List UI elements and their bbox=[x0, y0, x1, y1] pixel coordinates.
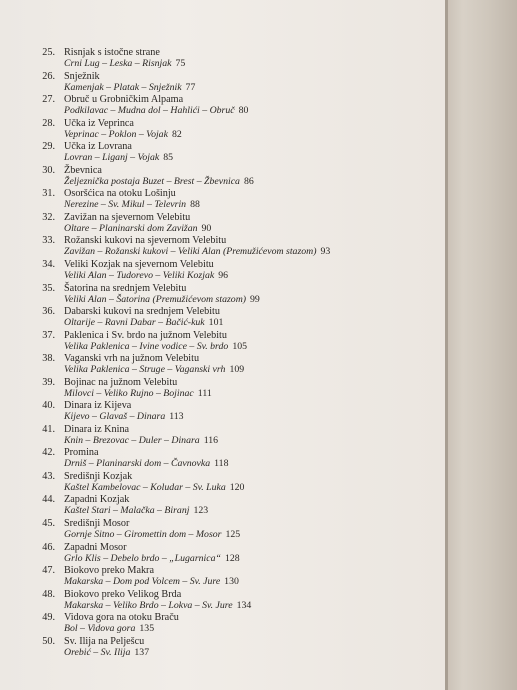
entry-title: Šatorina na srednjem Velebitu bbox=[64, 282, 187, 294]
entry-title: Vidova gora na otoku Braču bbox=[64, 612, 179, 624]
entry-title: Bojinac na južnom Velebitu bbox=[64, 376, 178, 388]
entry-title: Dinara iz Knina bbox=[64, 423, 130, 435]
toc-entry bbox=[0, 47, 445, 71]
toc-entry bbox=[0, 518, 445, 542]
entry-title: Paklenica i Sv. brdo na južnom Velebitu bbox=[64, 329, 227, 341]
entry-page-number: 130 bbox=[224, 576, 239, 588]
entry-title: Zavižan na sjevernom Velebitu bbox=[64, 211, 191, 223]
entry-route bbox=[64, 223, 211, 235]
entry-page-number: 90 bbox=[201, 222, 212, 234]
toc-entry bbox=[0, 542, 445, 566]
entry-route-text: Veliki Alan – Tudorevo – Veliki Kozjak bbox=[64, 269, 215, 281]
entry-title: Risnjak s istočne strane bbox=[64, 47, 160, 58]
toc-entry bbox=[0, 494, 445, 518]
entry-route-text: Veliki Alan – Šatorina (Premužićevom stazom) bbox=[64, 293, 247, 305]
entry-page-number: 93 bbox=[320, 246, 331, 258]
entry-route bbox=[64, 529, 240, 541]
entry-number: 42. bbox=[42, 447, 55, 459]
entry-route-text: Grlo Klis – Debelo brdo – „Lugarnica“ bbox=[64, 552, 221, 564]
toc-entry bbox=[0, 471, 445, 495]
entry-title: Vaganski vrh na južnom Velebitu bbox=[64, 353, 200, 365]
entry-page-number: 128 bbox=[224, 552, 240, 564]
entry-page-number: 111 bbox=[197, 387, 212, 399]
entry-page-number: 113 bbox=[169, 411, 184, 423]
entry-route bbox=[64, 152, 173, 164]
entry-number: 38. bbox=[42, 353, 55, 365]
entry-page-number: 96 bbox=[218, 269, 228, 281]
entry-route bbox=[64, 435, 218, 447]
entry-route bbox=[64, 623, 154, 635]
entry-route bbox=[64, 270, 228, 282]
entry-number: 36. bbox=[42, 306, 55, 318]
toc-entry bbox=[0, 306, 445, 330]
entry-route bbox=[64, 176, 254, 188]
entry-route bbox=[64, 411, 184, 423]
entry-number: 41. bbox=[42, 423, 55, 435]
toc-entry bbox=[0, 612, 445, 636]
entry-route bbox=[64, 458, 228, 470]
entry-title: Središnji Kozjak bbox=[64, 470, 133, 482]
entry-title: Žbevnica bbox=[64, 164, 102, 176]
entry-title: Snježnik bbox=[64, 70, 100, 82]
entry-route bbox=[64, 600, 251, 612]
entry-page-number: 105 bbox=[232, 340, 248, 352]
entry-number: 39. bbox=[42, 376, 55, 388]
toc-entry bbox=[0, 400, 445, 424]
entry-route-text: Kamenjak – Platak – Snježnik bbox=[64, 81, 182, 93]
toc-entry bbox=[0, 165, 445, 189]
toc-entry bbox=[0, 71, 445, 95]
entry-number: 34. bbox=[42, 258, 55, 270]
entry-page-number: 135 bbox=[139, 623, 155, 635]
entry-route bbox=[64, 129, 182, 141]
entry-page-number: 85 bbox=[163, 152, 174, 164]
entry-route-text: Drniš – Planinarski dom – Čavnovka bbox=[64, 458, 211, 470]
entry-route-text: Kaštel Stari – Malačka – Biranj bbox=[64, 505, 190, 517]
entry-page-number: 137 bbox=[134, 646, 150, 658]
entry-route-text: Gornje Sitno – Giromettin dom – Mosor bbox=[64, 529, 222, 540]
entry-page-number: 99 bbox=[250, 293, 260, 305]
page-edge-shadow bbox=[445, 0, 517, 690]
toc-entry bbox=[0, 94, 445, 118]
entry-route bbox=[64, 317, 223, 329]
toc-entry bbox=[0, 235, 445, 259]
entry-number: 45. bbox=[42, 518, 55, 529]
entry-number: 46. bbox=[42, 541, 55, 553]
toc-entry bbox=[0, 330, 445, 354]
entry-page-number: 77 bbox=[185, 81, 196, 93]
entry-page-number: 120 bbox=[229, 481, 245, 493]
toc-entry bbox=[0, 188, 445, 212]
toc-entry bbox=[0, 118, 445, 142]
entry-number: 33. bbox=[42, 235, 55, 247]
entry-page-number: 134 bbox=[236, 599, 252, 611]
entry-route-text: Oltare – Planinarski dom Zavižan bbox=[64, 222, 198, 234]
entry-page-number: 82 bbox=[171, 128, 182, 140]
entry-number: 35. bbox=[42, 282, 55, 294]
entry-route-text: Oltarije – Ravni Dabar – Bačić-kuk bbox=[64, 317, 205, 329]
entry-page-number: 86 bbox=[243, 175, 254, 187]
entry-route bbox=[64, 341, 247, 353]
entry-route-text: Podkilavac – Mudna dol – Hahlići – Obruč bbox=[64, 105, 235, 117]
entry-route bbox=[64, 246, 330, 258]
entry-page-number: 123 bbox=[193, 505, 209, 517]
entry-number: 44. bbox=[42, 494, 55, 506]
entry-page-number: 75 bbox=[175, 58, 186, 69]
entry-number: 31. bbox=[42, 188, 55, 200]
entry-page-number: 118 bbox=[214, 458, 229, 470]
entry-number: 43. bbox=[42, 470, 55, 482]
entry-title: Učka iz Lovrana bbox=[64, 141, 132, 153]
entry-title: Osoršćica na otoku Lošinju bbox=[64, 188, 176, 200]
entry-page-number: 80 bbox=[238, 105, 249, 117]
entry-route-text: Bol – Vidova gora bbox=[64, 623, 136, 635]
entry-route-text: Orebić – Sv. Ilija bbox=[64, 646, 131, 658]
entry-route-text: Makarska – Veliko Brdo – Lokva – Sv. Jure bbox=[64, 599, 233, 611]
entry-route bbox=[64, 647, 149, 659]
entry-route-text: Veprinac – Poklon – Vojak bbox=[64, 128, 168, 140]
entry-title: Biokovo preko Makra bbox=[64, 565, 154, 577]
entry-route bbox=[64, 388, 212, 400]
toc-entry bbox=[0, 259, 445, 283]
entry-route bbox=[64, 364, 244, 376]
entry-route-text: Knin – Brezovac – Duler – Dinara bbox=[64, 434, 200, 446]
toc-entry bbox=[0, 424, 445, 448]
entry-route-text: Crni Lug – Leska – Risnjak bbox=[64, 58, 172, 69]
entry-route bbox=[64, 553, 240, 565]
entry-route-text: Zavižan – Rožanski kukovi – Veliki Alan (Premužićevom stazom) bbox=[64, 246, 317, 258]
entry-page-number: 88 bbox=[190, 199, 200, 211]
entry-page-number: 109 bbox=[229, 364, 245, 376]
entry-route bbox=[64, 82, 195, 94]
entry-route bbox=[64, 199, 200, 211]
toc-entry bbox=[0, 353, 445, 377]
entry-route-text: Velika Paklenica – Ivine vodice – Sv. brdo bbox=[64, 340, 229, 352]
entry-page-number: 116 bbox=[203, 434, 219, 446]
entry-title: Veliki Kozjak na sjevernom Velebitu bbox=[64, 258, 214, 270]
entry-title: Biokovo preko Velikog Brda bbox=[64, 588, 182, 600]
toc-entry bbox=[0, 447, 445, 471]
entry-number: 26. bbox=[42, 70, 55, 82]
entry-title: Sv. Ilija na Pelješcu bbox=[64, 635, 145, 647]
entry-route-text: Kijevo – Glavaš – Dinara bbox=[64, 411, 166, 423]
entry-route-text: Lovran – Liganj – Vojak bbox=[64, 152, 160, 164]
toc-entry bbox=[0, 377, 445, 401]
entry-title: Zapadni Mosor bbox=[64, 541, 127, 553]
entry-number: 47. bbox=[42, 565, 55, 577]
entry-route bbox=[64, 505, 208, 517]
toc-entry bbox=[0, 636, 445, 660]
entry-number: 48. bbox=[42, 588, 55, 600]
entry-route bbox=[64, 58, 185, 70]
entry-number: 37. bbox=[42, 329, 55, 341]
toc-entry bbox=[0, 283, 445, 307]
entry-number: 28. bbox=[42, 117, 55, 129]
toc-entry bbox=[0, 141, 445, 165]
entry-title: Središnji Mosor bbox=[64, 518, 130, 529]
entry-title: Promina bbox=[64, 447, 99, 459]
entry-route-text: Nerezine – Sv. Mikul – Televrin bbox=[64, 199, 187, 211]
entry-page-number: 125 bbox=[225, 529, 241, 540]
entry-route-text: Velika Paklenica – Struge – Vaganski vrh bbox=[64, 364, 226, 376]
entry-number: 32. bbox=[42, 211, 55, 223]
entry-route bbox=[64, 482, 244, 494]
entry-number: 29. bbox=[42, 141, 55, 153]
entry-title: Dinara iz Kijeva bbox=[64, 400, 132, 412]
entry-number: 40. bbox=[42, 400, 55, 412]
entry-number: 25. bbox=[42, 47, 55, 58]
entry-title: Učka iz Veprinca bbox=[64, 117, 134, 129]
entry-route-text: Milovci – Veliko Rujno – Bojinac bbox=[64, 387, 194, 399]
entry-route-text: Kaštel Kambelovac – Koludar – Sv. Luka bbox=[64, 481, 226, 493]
toc-entry bbox=[0, 565, 445, 589]
entry-route-text: Željeznička postaja Buzet – Brest – Žbevnica bbox=[64, 175, 240, 187]
entry-title: Dabarski kukovi na srednjem Velebitu bbox=[64, 306, 220, 318]
entry-title: Obruč u Grobničkim Alpama bbox=[64, 94, 184, 106]
entry-title: Rožanski kukovi na sjevernom Velebitu bbox=[64, 235, 227, 247]
entry-number: 50. bbox=[42, 635, 55, 647]
entry-number: 27. bbox=[42, 94, 55, 106]
entry-route bbox=[64, 105, 248, 117]
toc-entry bbox=[0, 212, 445, 236]
entry-route bbox=[64, 294, 260, 306]
entry-route bbox=[64, 576, 239, 588]
entry-route-text: Makarska – Dom pod Volcem – Sv. Jure bbox=[64, 576, 221, 588]
entry-number: 49. bbox=[42, 612, 55, 624]
entry-page-number: 101 bbox=[208, 317, 224, 329]
toc-entry bbox=[0, 589, 445, 613]
entry-number: 30. bbox=[42, 164, 55, 176]
entry-title: Zapadni Kozjak bbox=[64, 494, 130, 506]
